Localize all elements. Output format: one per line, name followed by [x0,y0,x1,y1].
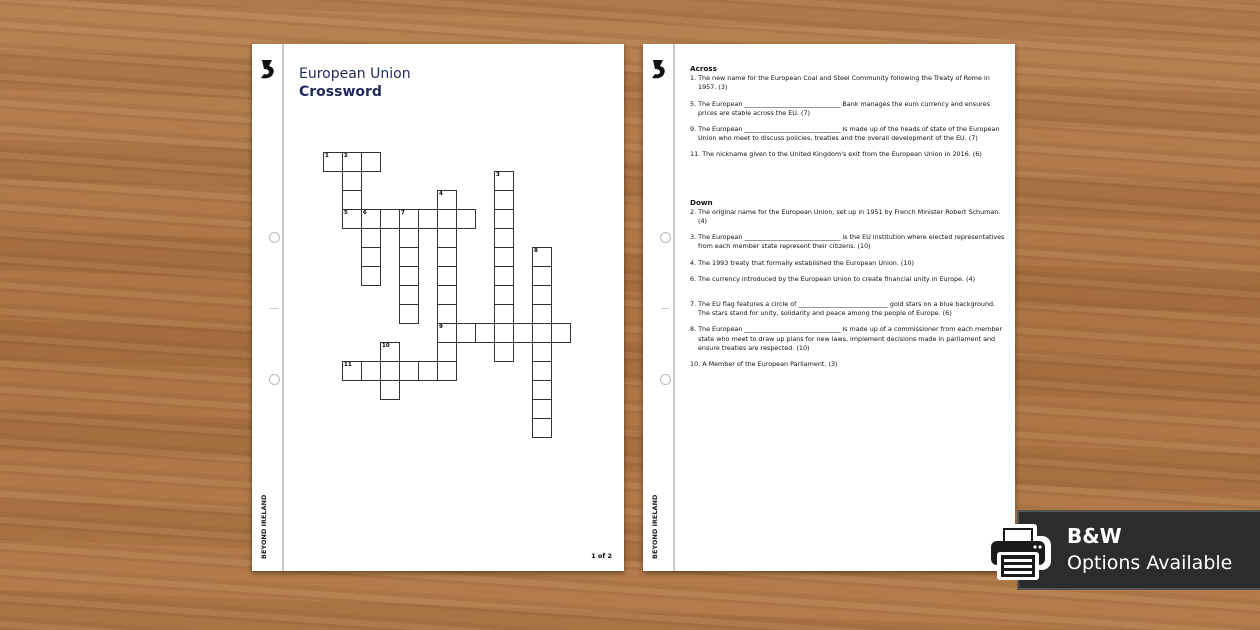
crossword-cell [380,380,400,400]
clue-number: 11 [344,362,352,368]
brand-logo-icon [259,58,277,80]
crossword-cell [494,190,514,210]
clue-number: 3 [496,172,500,178]
crossword-cell [342,152,362,172]
clue-number: 2 [344,153,348,159]
worksheet-page-2 [643,44,1015,571]
crossword-cell [361,209,381,229]
fold-mark [270,308,278,309]
crossword-cell [551,323,571,343]
crossword-cell [399,247,419,267]
crossword-cell [494,266,514,286]
clue-down: 10. A Member of the European Parliament. (3) [690,360,838,369]
crossword-cell [437,285,457,305]
crossword-cell [494,342,514,362]
crossword-cell [418,209,438,229]
clue-number: 7 [401,210,405,216]
clue-number: 6 [363,210,367,216]
crossword-cell [437,342,457,362]
crossword-cell [494,171,514,191]
crossword-cell [399,209,419,229]
crossword-cell [361,152,381,172]
spine-line [673,44,675,571]
crossword-cell [418,361,438,381]
crossword-cell [532,323,552,343]
spine-line [282,44,284,571]
crossword-cell [532,418,552,438]
clue-down: 8. The European ______________________________ is made up of a commissioner from each member state who meet to draw up plans for new laws, implement decisions made in parliament and ensure treaties are respected. (10) [690,325,1002,352]
clue-down: 7. The EU flag features a circle of ____________________________ gold stars on a blue background. The stars stand for unity, solidarity and peace among the people of Europe. (6) [690,300,996,318]
crossword-cell [494,228,514,248]
clues-section [690,64,1005,376]
bw-options-badge [1017,510,1260,590]
brand-text: BEYOND IRELAND [651,494,659,559]
crossword-cell [399,228,419,248]
page-subtitle: Crossword [299,84,382,100]
crossword-cell [494,304,514,324]
crossword-cell [361,361,381,381]
crossword-cell [323,152,343,172]
crossword-cell [532,304,552,324]
crossword-cell [437,209,457,229]
crossword-cell [342,361,362,381]
crossword-cell [532,361,552,381]
crossword-cell [399,285,419,305]
crossword-cell [475,323,495,343]
crossword-cell [532,247,552,267]
crossword-cell [437,247,457,267]
crossword-cell [532,342,552,362]
crossword-cell [342,190,362,210]
crossword-cell [494,247,514,267]
crossword-cell [494,285,514,305]
crossword-cell [437,228,457,248]
clue-number: 10 [382,343,390,349]
crossword-cell [494,323,514,343]
brand-logo-icon [650,58,668,80]
crossword-cell [532,285,552,305]
crossword-cell [437,190,457,210]
badge-subtitle: Options Available [1067,552,1233,574]
crossword-cell [361,266,381,286]
crossword-cell [342,171,362,191]
punch-hole [269,374,280,385]
clue-number: 4 [439,191,443,197]
punch-hole [660,232,671,243]
crossword-cell [399,266,419,286]
fold-mark [661,308,669,309]
crossword-cell [456,209,476,229]
worksheet-page-1 [252,44,624,571]
clue-down: 2. The original name for the European Union, set up in 1951 by French Minister Robert Schuman. (4) [690,207,1001,226]
clue-across: 1. The new name for the European Coal and Steel Community following the Treaty of Rome in 1957. (3) [690,74,990,92]
crossword-cell [361,247,381,267]
crossword-cell [437,266,457,286]
crossword-cell [380,361,400,381]
printer-icon [983,522,1053,582]
crossword-cell [532,399,552,419]
across-heading: Across [690,64,717,73]
clue-number: 5 [344,210,348,216]
crossword-cell [380,209,400,229]
clue-across: 5. The European ______________________________ Bank manages the euro currency and ensures prices are stable across the EU. (7) [690,99,990,117]
crossword-cell [380,342,400,362]
crossword-cell [342,209,362,229]
clue-down: 3. The European ______________________________ is the EU institution where elected representatives from each member state represent their citizens. (10) [690,233,1005,251]
punch-hole [660,374,671,385]
crossword-cell [532,380,552,400]
clue-down: 6. The currency introduced by the European Union to create financial unity in Europe. (4) [690,274,976,283]
clue-across: 9. The European ______________________________ is made up of the heads of state of the European Union who meet to discuss policies, treaties and the overall development of the EU. (7) [690,125,1000,143]
page-title: European Union [299,66,411,82]
brand-text: BEYOND IRELAND [260,494,268,559]
crossword-cell [456,323,476,343]
badge-title: B&W [1067,524,1122,548]
page-number: 1 of 2 [591,552,612,560]
down-heading: Down [690,197,713,207]
crossword-cell [437,304,457,324]
crossword-cell [494,209,514,229]
crossword-cell [532,266,552,286]
crossword-cell [513,323,533,343]
clue-across: 11. The nickname given to the United Kingdom's exit from the European Union in 2016. (6) [690,150,982,159]
clue-number: 9 [439,324,443,330]
clue-number: 8 [534,248,538,254]
crossword-cell [437,361,457,381]
crossword-cell [399,361,419,381]
crossword-cell [361,228,381,248]
punch-hole [269,232,280,243]
crossword-cell [399,304,419,324]
crossword-cell [437,323,457,343]
clue-down: 4. The 1993 treaty that formally established the European Union. (10) [690,258,915,267]
clue-number: 1 [325,153,329,159]
